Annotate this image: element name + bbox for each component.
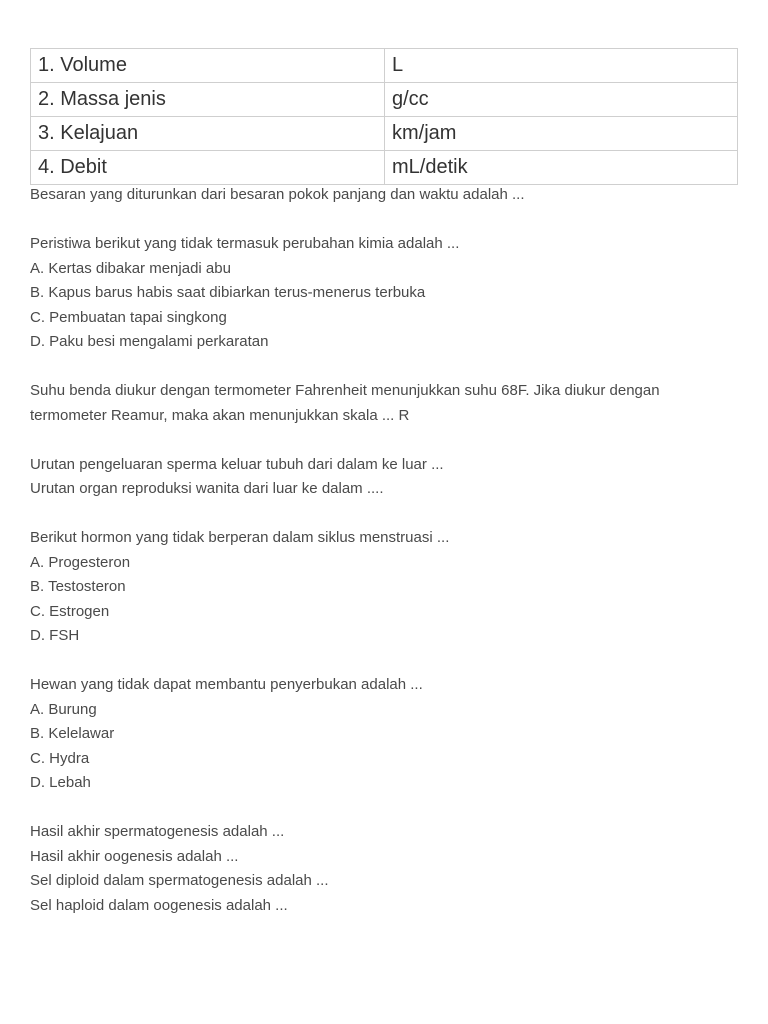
answer-option: A. Burung: [30, 700, 97, 718]
question-block: [30, 673, 738, 796]
answer-option: C. Pembuatan tapai singkong: [30, 308, 227, 326]
table-row: [31, 117, 738, 151]
answer-option: C. Hydra: [30, 749, 90, 767]
answer-option: C. Estrogen: [30, 602, 110, 620]
table-row: [31, 49, 738, 83]
question-text: Sel haploid dalam oogenesis adalah ...: [30, 896, 288, 914]
table-row: [31, 83, 738, 117]
answer-option: D. Lebah: [30, 774, 91, 791]
answer-option: B. Kelelawar: [30, 725, 115, 742]
answer-option: A. Kertas dibakar menjadi abu: [30, 259, 231, 277]
question-block: [30, 820, 738, 918]
answer-option: D. Paku besi mengalami perkaratan: [30, 333, 269, 350]
question-text: termometer Reamur, maka akan menunjukkan skala ... R: [30, 406, 410, 424]
question-text: Berikut hormon yang tidak berperan dalam siklus menstruasi ...: [30, 529, 450, 546]
table-cell-quantity: 4. Debit: [31, 151, 385, 185]
answer-option: A. Progesteron: [30, 553, 131, 571]
answer-option: D. FSH: [30, 627, 80, 644]
document-page: [30, 48, 738, 918]
answer-option: B. Kapus barus habis saat dibiarkan terus-menerus terbuka: [30, 284, 426, 301]
question-block: [30, 379, 738, 428]
table-cell-quantity: 1. Volume: [31, 49, 385, 83]
units-table: [30, 48, 738, 185]
table-cell-unit: L: [385, 49, 738, 83]
question-text: Hasil akhir spermatogenesis adalah ...: [30, 823, 285, 840]
question-block: [30, 183, 738, 208]
question-text: Peristiwa berikut yang tidak termasuk perubahan kimia adalah ...: [30, 235, 460, 252]
question-block: [30, 232, 738, 355]
answer-option: B. Testosteron: [30, 578, 126, 595]
question-text: Sel diploid dalam spermatogenesis adalah ...: [30, 872, 329, 889]
question-text: Besaran yang diturunkan dari besaran pokok panjang dan waktu adalah ...: [30, 186, 525, 203]
table-cell-quantity: 2. Massa jenis: [31, 83, 385, 117]
question-text: Urutan pengeluaran sperma keluar tubuh dari dalam ke luar ...: [30, 455, 444, 473]
question-text: Suhu benda diukur dengan termometer Fahrenheit menunjukkan suhu 68F. Jika diukur dengan: [30, 382, 660, 399]
table-cell-unit: km/jam: [385, 117, 738, 151]
question-text: Hasil akhir oogenesis adalah ...: [30, 847, 239, 865]
question-block: [30, 453, 738, 502]
table-cell-unit: g/cc: [385, 83, 738, 117]
table-cell-quantity: 3. Kelajuan: [31, 117, 385, 151]
question-text: Hewan yang tidak dapat membantu penyerbukan adalah ...: [30, 676, 423, 693]
table-row: [31, 151, 738, 185]
question-block: [30, 526, 738, 649]
table-cell-unit: mL/detik: [385, 151, 738, 185]
question-text: Urutan organ reproduksi wanita dari luar ke dalam ....: [30, 480, 384, 497]
